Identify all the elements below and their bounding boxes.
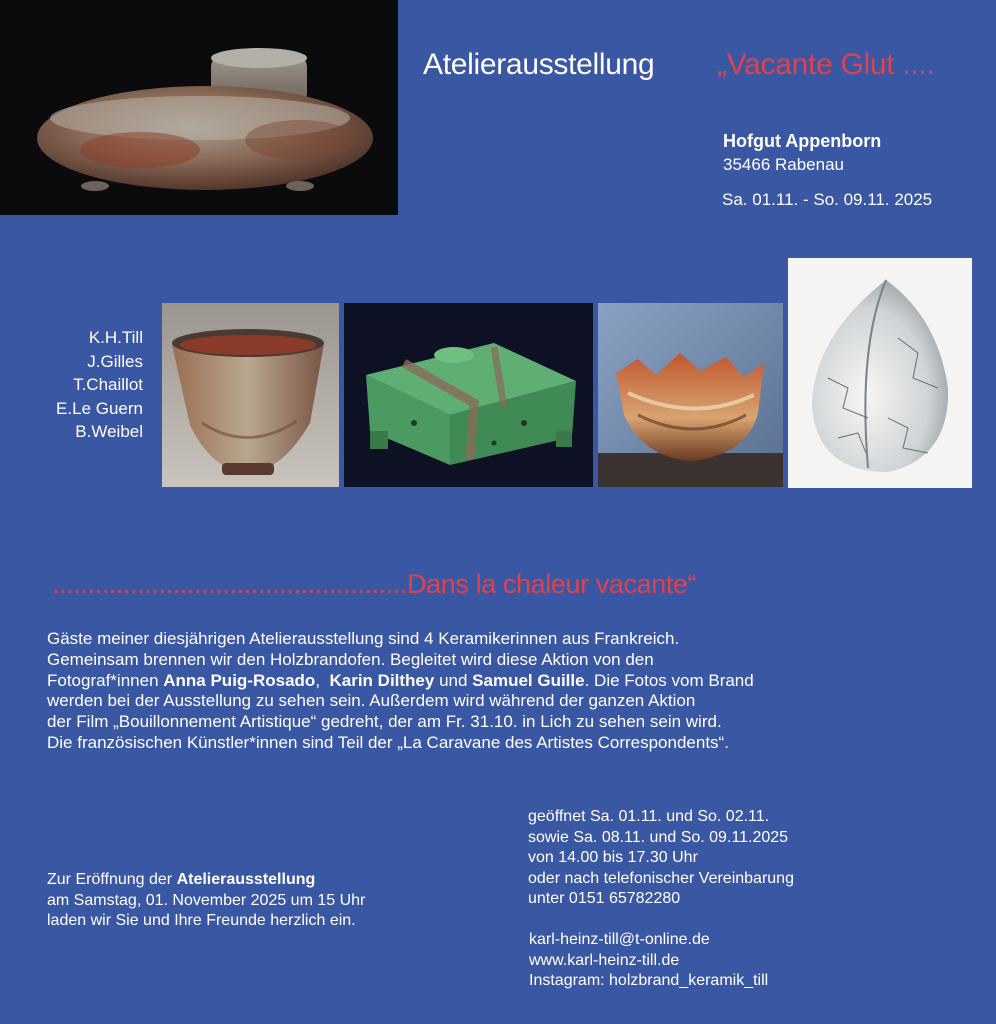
description-text: , [315, 670, 330, 690]
description-line: Gäste meiner diesjährigen Atelierausstellung sind 4 Keramikerinnen aus Frankreich. [47, 629, 680, 648]
exhibition-title: „Vacante Glut .... [717, 48, 935, 81]
description-text: . Die Fotos vom Brand [584, 670, 754, 690]
photographer-name: Samuel Guille [472, 670, 585, 690]
opening-hours [528, 807, 794, 910]
artist-name: E.Le Guern [56, 398, 143, 418]
contact-info [529, 930, 768, 992]
email-address: karl-heinz-till@t-online.de [529, 931, 710, 948]
instagram-handle: Instagram: holzbrand_keramik_till [529, 972, 769, 989]
description-line: werden bei der Ausstellung zu sehen sein. Außerdem wird während der ganzen Aktion [47, 691, 696, 711]
artist-list [40, 326, 143, 444]
green-glazed-box-photo [344, 303, 593, 487]
invitation-text: Zur Eröffnung der [47, 871, 177, 888]
white-crackle-vessel-photo [788, 258, 972, 488]
hours-line: geöffnet Sa. 01.11. und So. 02.11. [528, 808, 770, 825]
description-line: Die französischen Künstler*innen sind Teil der „La Caravane des Artistes Correspondents“. [47, 732, 729, 752]
page-title: Atelierausstellung [423, 48, 655, 81]
description-line: der Film „Bouillonnement Artistique“ gedreht, der am Fr. 31.10. in Lich zu sehen sein wird. [47, 712, 722, 732]
tagline: ..................................................Dans la chaleur vacante“ [52, 569, 697, 599]
description-text: und [434, 670, 473, 690]
wood-fired-flat-bottle-photo [0, 0, 398, 215]
invitation-line: am Samstag, 01. November 2025 um 15 Uhr [47, 891, 366, 909]
artist-name: T.Chaillot [73, 375, 143, 394]
hours-line: oder nach telefonischer Vereinbarung [528, 869, 794, 887]
photographer-name: Anna Puig-Rosado [163, 670, 316, 690]
hours-line: sowie Sa. 08.11. und So. 09.11.2025 [528, 828, 789, 846]
photographer-name: Karin Dilthey [329, 670, 435, 690]
artist-name: K.H.Till [88, 328, 143, 347]
description-line: Gemeinsam brennen wir den Holzbrandofen. Begleitet wird diese Aktion von den [47, 649, 654, 669]
description-paragraph [47, 629, 947, 754]
textured-bowl-photo [162, 303, 339, 487]
invitation-line [47, 870, 365, 891]
hours-line: von 14.00 bis 17.30 Uhr [528, 849, 698, 866]
opening-invitation [47, 870, 365, 932]
description-line [47, 671, 947, 692]
artist-name: B.Weibel [75, 422, 143, 441]
venue-name: Hofgut Appenborn [723, 131, 882, 151]
invitation-emphasis: Atelierausstellung [176, 871, 316, 888]
phone-number: unter 0151 65782280 [528, 890, 681, 907]
torn-rim-bowl-photo [598, 303, 783, 487]
exhibition-dates: Sa. 01.11. - So. 09.11. 2025 [722, 190, 933, 209]
website-url: www.karl-heinz-till.de [529, 951, 680, 969]
invitation-line: laden wir Sie und Ihre Freunde herzlich ein. [47, 912, 356, 929]
description-text: Fotograf*innen [47, 670, 164, 690]
venue-city: 35466 Rabenau [723, 155, 845, 174]
artist-name: J.Gilles [87, 351, 143, 371]
